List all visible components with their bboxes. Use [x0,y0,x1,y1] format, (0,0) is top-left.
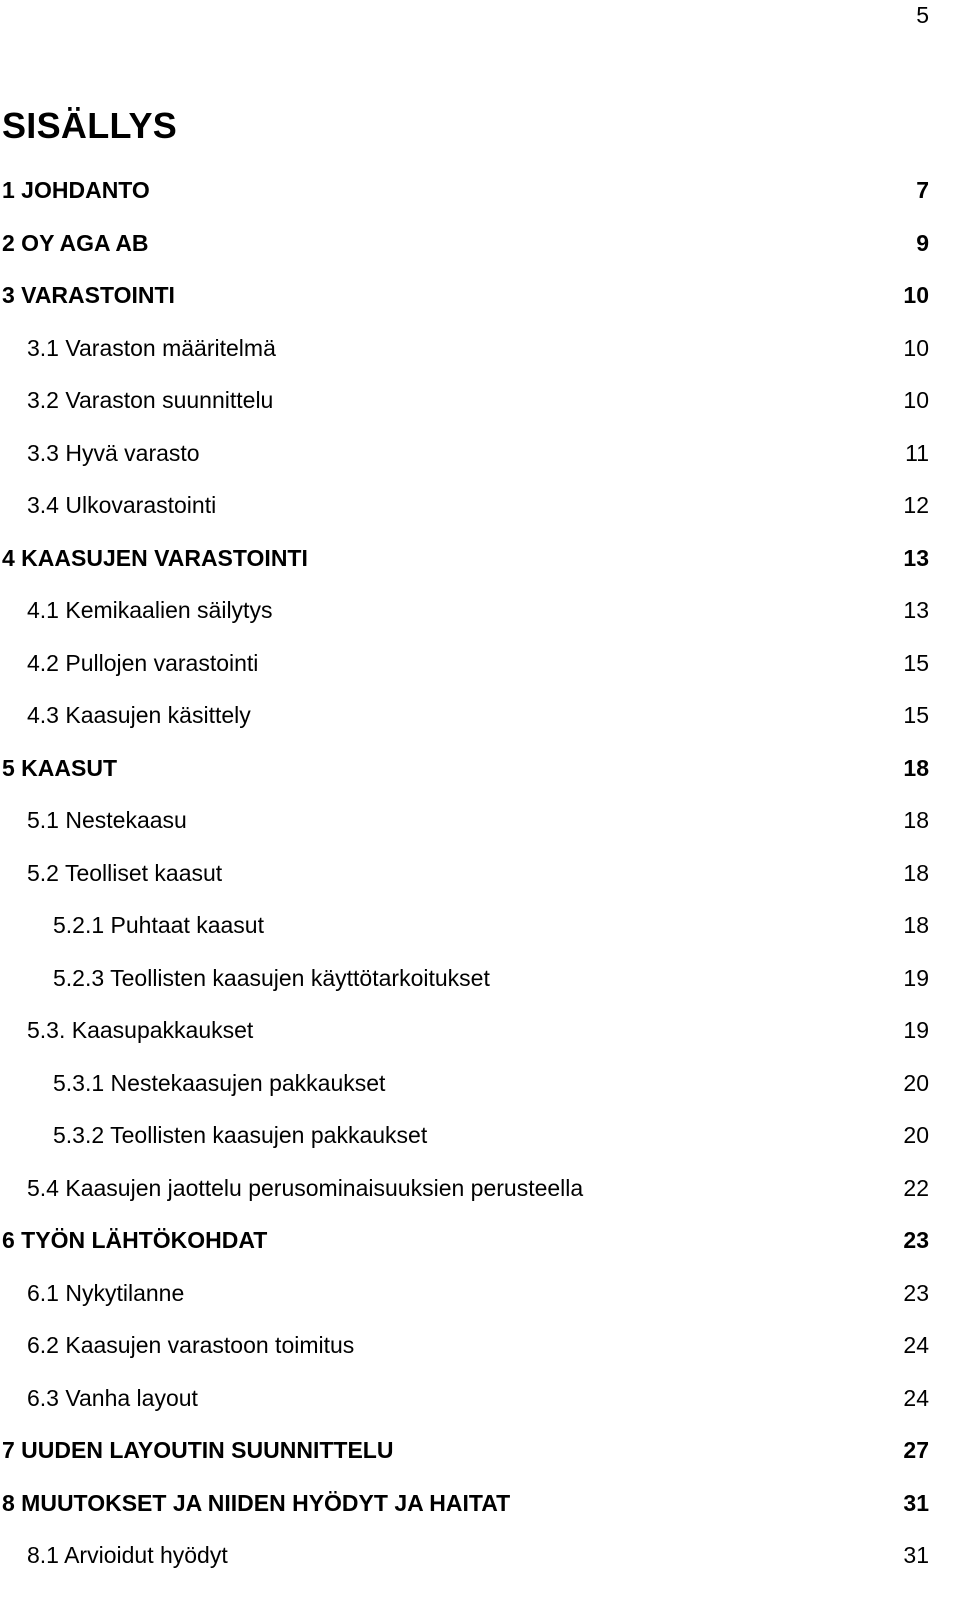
toc-entry[interactable] [0,752,960,805]
toc-entry-label: 4 KAASUJEN VARASTOINTI [2,544,308,571]
toc-entry[interactable] [0,857,960,910]
toc-entry-label: 5.1 Nestekaasu [27,807,187,833]
toc-entry-label: 5.2.1 Puhtaat kaasut [53,912,264,938]
toc-entry-page: 13 [903,597,929,623]
toc-entry[interactable] [0,1487,960,1540]
toc-entry-page: 10 [903,387,929,413]
toc-entry-label: 8.1 Arvioidut hyödyt [27,1542,228,1568]
toc-entry-page: 7 [916,177,929,203]
toc-entry-label: 3.1 Varaston määritelmä [27,334,276,361]
toc-entry[interactable] [0,699,960,752]
toc-entry-page: 18 [903,754,929,781]
toc-entry-label: 5.3.2 Teollisten kaasujen pakkaukset [53,1122,428,1148]
toc-entry-label: 6.3 Vanha layout [27,1384,198,1411]
toc-entry-page: 18 [903,912,929,938]
toc-entry[interactable] [0,804,960,857]
toc-entry[interactable] [0,279,960,332]
toc-entry-page: 24 [903,1384,929,1411]
toc-entry-page: 19 [903,964,929,991]
toc-entry[interactable] [0,1434,960,1487]
toc-entry[interactable] [0,1014,960,1067]
toc-entry[interactable] [0,909,960,962]
toc-entry[interactable] [0,542,960,595]
toc-entry-page: 15 [903,649,929,676]
toc-entry-label: 5.3.1 Nestekaasujen pakkaukset [53,1069,386,1096]
toc-entry-page: 23 [903,1227,929,1253]
toc-entry-page: 20 [903,1122,929,1148]
toc-entry-page: 31 [903,1542,929,1568]
toc-entry[interactable] [0,1382,960,1435]
toc-entry-page: 19 [903,1017,929,1043]
toc-entry-page: 23 [903,1279,929,1306]
toc-entry[interactable] [0,332,960,385]
table-of-contents [0,174,960,1592]
toc-entry-page: 22 [903,1174,929,1201]
toc-entry-label: 6.2 Kaasujen varastoon toimitus [27,1332,355,1358]
toc-entry[interactable] [0,1329,960,1382]
toc-entry-page: 11 [905,439,929,466]
toc-entry[interactable] [0,962,960,1015]
toc-entry-label: 5.2 Teolliset kaasut [27,859,223,886]
toc-entry[interactable] [0,174,960,227]
toc-title: SISÄLLYS [2,105,178,146]
toc-entry[interactable] [0,1067,960,1120]
toc-entry-page: 18 [903,859,929,886]
toc-entry-page: 24 [903,1332,929,1358]
toc-entry-page: 10 [903,282,929,308]
toc-entry-label: 3 VARASTOINTI [2,282,175,308]
toc-entry[interactable] [0,489,960,542]
toc-entry[interactable] [0,1277,960,1330]
toc-entry-page: 20 [903,1069,929,1096]
toc-entry[interactable] [0,384,960,437]
toc-entry-label: 3.4 Ulkovarastointi [27,492,217,518]
toc-entry-page: 10 [903,334,929,361]
toc-entry-label: 4.2 Pullojen varastointi [27,649,259,676]
toc-entry-page: 9 [916,229,929,256]
toc-entry[interactable] [0,1539,960,1592]
toc-entry-label: 5.3. Kaasupakkaukset [27,1017,254,1043]
toc-entry-page: 12 [903,492,929,518]
toc-entry-label: 2 OY AGA AB [2,229,149,256]
toc-entry-page: 31 [903,1489,929,1516]
toc-entry[interactable] [0,1224,960,1277]
toc-entry-page: 18 [903,807,929,833]
toc-entry-label: 8 MUUTOKSET JA NIIDEN HYÖDYT JA HAITAT [2,1489,511,1516]
toc-entry-label: 5.2.3 Teollisten kaasujen käyttötarkoitukset [53,964,490,991]
toc-entry-label: 5.4 Kaasujen jaottelu perusominaisuuksien perusteella [27,1174,584,1201]
toc-entry-label: 6 TYÖN LÄHTÖKOHDAT [2,1227,268,1253]
toc-entry[interactable] [0,594,960,647]
toc-entry-label: 4.3 Kaasujen käsittely [27,702,251,728]
toc-entry[interactable] [0,437,960,490]
toc-entry[interactable] [0,1119,960,1172]
toc-entry-page: 13 [903,544,929,571]
toc-entry[interactable] [0,1172,960,1225]
toc-entry-page: 27 [903,1437,929,1463]
toc-entry-label: 1 JOHDANTO [2,177,150,203]
toc-entry-label: 5 KAASUT [2,754,118,781]
toc-entry[interactable] [0,647,960,700]
toc-entry-page: 15 [903,702,929,728]
page-number: 5 [916,2,929,28]
toc-entry-label: 7 UUDEN LAYOUTIN SUUNNITTELU [2,1437,394,1463]
toc-entry-label: 3.3 Hyvä varasto [27,439,200,466]
toc-entry-label: 3.2 Varaston suunnittelu [27,387,274,413]
toc-entry-label: 6.1 Nykytilanne [27,1279,185,1306]
toc-entry[interactable] [0,227,960,280]
toc-entry-label: 4.1 Kemikaalien säilytys [27,597,273,623]
